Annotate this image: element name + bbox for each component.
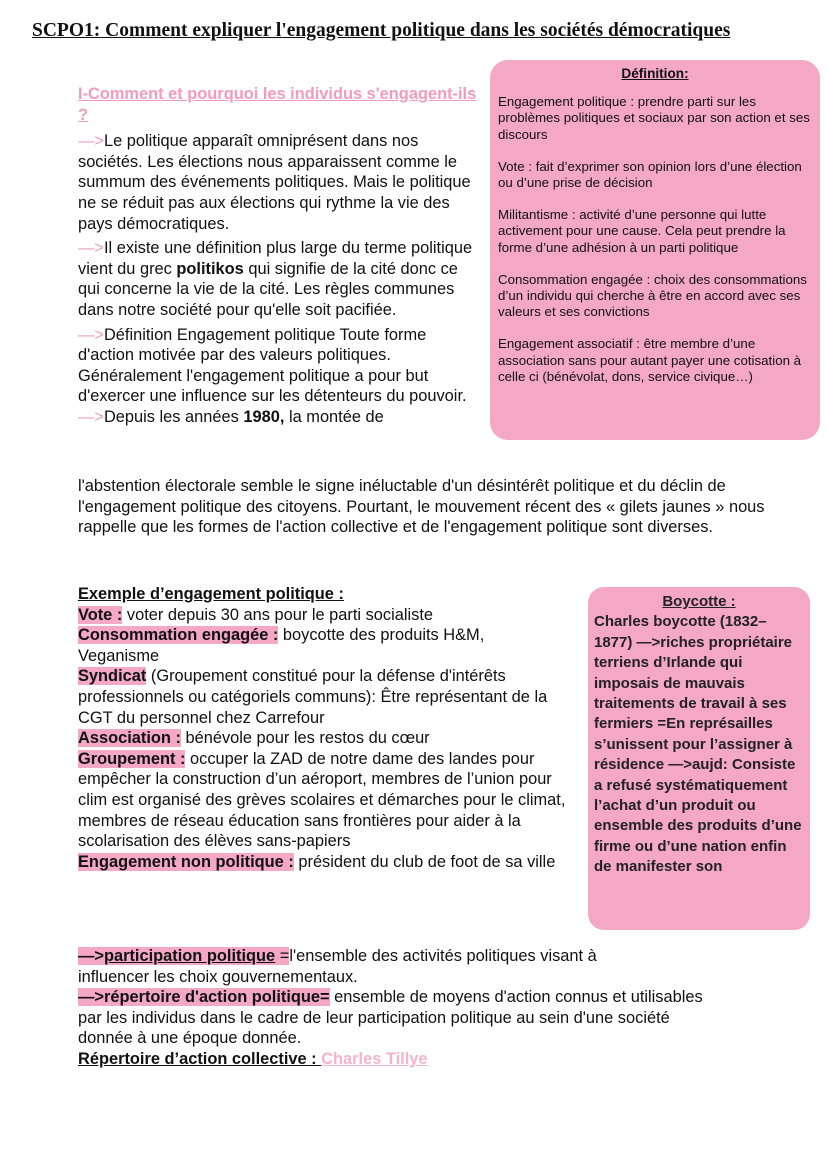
example-text: (Groupement constitué pour la défense d'intérêts professionnels ou catégoriels communs): Être représentant de la CGT du personnel chez Carrefour xyxy=(78,667,548,727)
example-label: Consommation engagée : xyxy=(78,626,279,645)
example-item xyxy=(78,666,568,728)
example-item xyxy=(78,852,568,873)
boycott-title: Boycotte : xyxy=(662,593,736,610)
example-label: Vote : xyxy=(78,605,123,624)
participation-term: participation politique xyxy=(103,947,276,965)
paragraph-text: Il existe une définition plus large du terme politique vient du grec xyxy=(78,239,473,278)
example-item xyxy=(78,728,568,749)
example-label: Syndicat xyxy=(78,667,147,686)
example-item xyxy=(78,625,568,666)
example-text: boycotte des produits H&M, Veganisme xyxy=(78,626,485,665)
arrow-icon: —> xyxy=(78,407,104,426)
paragraph-text: Depuis les années xyxy=(103,407,244,426)
definition-item: Engagement politique : prendre parti sur les problèmes politiques et sociaux par son action et ses discours xyxy=(498,94,810,142)
collective-label: Répertoire d’action collective : xyxy=(78,1049,322,1068)
example-item xyxy=(78,605,568,626)
equals-sign: = xyxy=(275,947,290,965)
example-item xyxy=(78,749,568,852)
repertoire-text: ensemble de moyens d'action connus et utilisables par les individus dans le cadre de leur participation politique au sein d'une société donnée à une époque donnée. xyxy=(78,988,703,1048)
example-text: occuper la ZAD de notre dame des landes pour empêcher la construction d’un aéroport, membres de l’union pour clim est organisé des grèves scolaires et démarches pour le climat, membres de réseau éducation sans frontières pour aider à la scolarisation des élèves sans-papiers xyxy=(78,749,566,851)
paragraph-text: la montée de xyxy=(284,407,384,426)
participation-text: l'ensemble des activités politiques visant à influencer les choix gouvernementaux. xyxy=(78,947,597,986)
bold-term: 1980, xyxy=(243,407,285,426)
paragraph-4-start xyxy=(78,407,483,428)
participation-label xyxy=(78,947,289,965)
boycott-text: Charles boycotte (1832–1877) —>riches propriétaire terriens d’Irlande qui imposais de mauvais traitements de travail à ses fermiers =En représailles s’unissent pour l’assigner à résidence —>aujd: Consiste a refusé systématiquement l’achat d’un produit ou ensemble des produits d’une firme ou d’une nation enfin de manifester son xyxy=(594,613,802,876)
paragraph-text: Définition Engagement politique Toute forme d'action motivée par des valeurs politiques. Généralement l'engagement politique a pour but d'exercer une influence sur les détenteurs du pouvoir. xyxy=(78,325,467,406)
example-label: Association : xyxy=(78,729,181,748)
arrow-icon: —> xyxy=(78,132,104,151)
definitions-bottom xyxy=(78,946,778,1070)
intro-column xyxy=(78,84,483,428)
paragraph-3 xyxy=(78,325,483,407)
paragraph-1 xyxy=(78,131,483,234)
paragraph-text: qui signifie de la cité donc ce qui concerne la vie de la cité. Les règles communes dans notre société pour qu'elle soit pacifiée. xyxy=(78,259,458,319)
paragraph-2 xyxy=(78,238,483,320)
repertoire-definition xyxy=(78,987,703,1049)
paragraph-4-continued: l'abstention électorale semble le signe inéluctable d'un désintérêt politique et du déclin de l'engagement politique des citoyens. Pourtant, le mouvement récent des « gilets jaunes » nous rappelle que les formes de l'action collective et de l'engagement politique sont diverses. xyxy=(78,477,765,537)
example-label: Engagement non politique : xyxy=(78,852,294,871)
example-text: président du club de foot de sa ville xyxy=(293,852,556,871)
arrow-icon: —> xyxy=(78,239,104,258)
definition-title: Définition: xyxy=(621,66,689,81)
repertoire-label: —>répertoire d'action politique= xyxy=(78,988,330,1007)
example-text: bénévole pour les restos du cœur xyxy=(180,729,430,748)
boycott-box xyxy=(588,587,810,930)
definition-box xyxy=(490,60,820,440)
collective-repertoire xyxy=(78,1049,778,1070)
arrow-icon: —> xyxy=(78,947,104,965)
bold-term: politikos xyxy=(176,259,244,278)
charles-tillye-link[interactable]: Charles Tillye xyxy=(321,1049,428,1068)
examples-title: Exemple d’engagement politique : xyxy=(78,585,344,603)
definition-item: Vote : fait d’exprimer son opinion lors d’une élection ou d’une prise de décision xyxy=(498,158,802,191)
example-label: Groupement : xyxy=(78,749,186,768)
examples-section xyxy=(78,584,568,872)
paragraph-text: Le politique apparaît omniprésent dans nos sociétés. Les élections nous apparaissent comme le summum des événements politiques. Mais le politique ne se réduit pas aux élections qui rythme la vie des pays démocratiques. xyxy=(78,132,471,233)
participation-definition xyxy=(78,946,598,987)
example-text: voter depuis 30 ans pour le parti socialiste xyxy=(122,605,434,624)
definition-item: Militantisme : activité d’une personne qui lutte activement pour une cause. Cela peut prendre la forme d’une adhésion à un parti politique xyxy=(498,207,786,255)
definition-item: Consommation engagée : choix des consommations d’un individu qui cherche à être en accord avec ses valeurs et ses convictions xyxy=(498,271,807,320)
page-title: SCPO1: Comment expliquer l'engagement politique dans les sociétés démocratiques xyxy=(32,20,731,41)
definition-item: Engagement associatif : être membre d’une association sans pour autant payer une cotisation à celle ci (bénévolat, dons, service civique…) xyxy=(498,336,802,384)
section-heading[interactable]: I-Comment et pourquoi les individus s'engagent-ils ? xyxy=(78,85,477,124)
arrow-icon: —> xyxy=(78,325,104,344)
